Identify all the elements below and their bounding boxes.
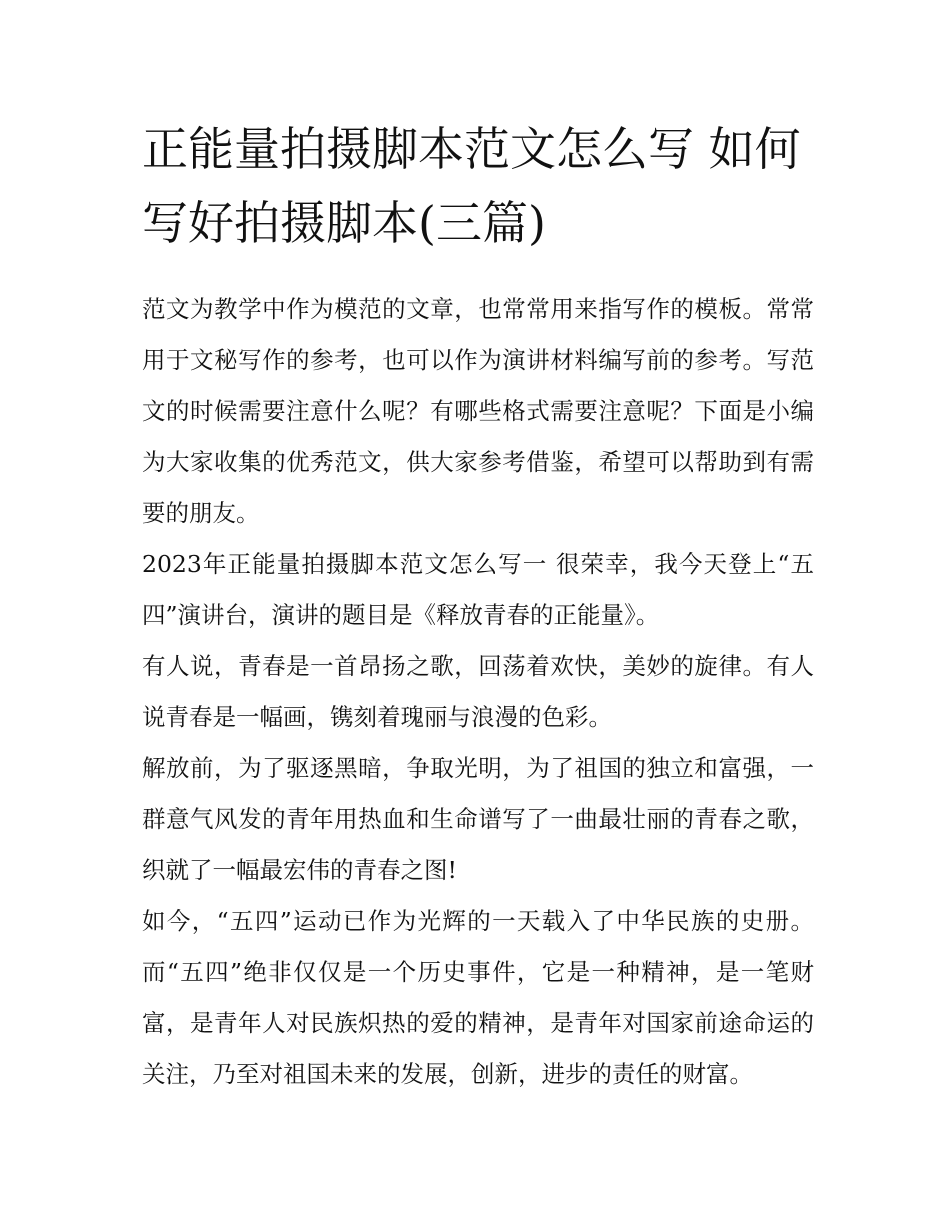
paragraph-intro: 范文为教学中作为模范的文章，也常常用来指写作的模板。常常用于文秘写作的参考，也可以作为演讲材料编写前的参考。写范文的时候需要注意什么呢？有哪些格式需要注意呢？下面是小编为大家收集的优秀范文，供大家参考借鉴，希望可以帮助到有需要的朋友。 xyxy=(142,295,814,527)
paragraph-before-liberation: 解放前，为了驱逐黑暗，争取光明，为了祖国的独立和富强，一群意气风发的青年用热血和生命谱写了一曲最壮丽的青春之歌，织就了一幅最宏伟的青春之图! xyxy=(142,754,814,884)
document-title: 正能量拍摄脚本范文怎么写 如何写好拍摄脚本(三篇) xyxy=(142,122,801,250)
paragraph-may-fourth: 如今，“五四”运动已作为光辉的一天载入了中华民族的史册。而“五四”绝非仅仅是一个历史事件，它是一种精神，是一笔财富，是青年人对民族炽热的爱的精神，是青年对国家前途命运的关注，乃至对祖国未来的发展，创新，进步的责任的财富。 xyxy=(142,907,814,1088)
paragraph-opening: 2023年正能量拍摄脚本范文怎么写一 很荣幸，我今天登上“五四”演讲台，演讲的题目是《释放青春的正能量》。 xyxy=(142,550,814,629)
document-body xyxy=(142,284,814,1100)
paragraph-youth-song: 有人说，青春是一首昂扬之歌，回荡着欢快，美妙的旋律。有人说青春是一幅画，镌刻着瑰丽与浪漫的色彩。 xyxy=(142,652,814,731)
document-content xyxy=(142,112,814,1100)
